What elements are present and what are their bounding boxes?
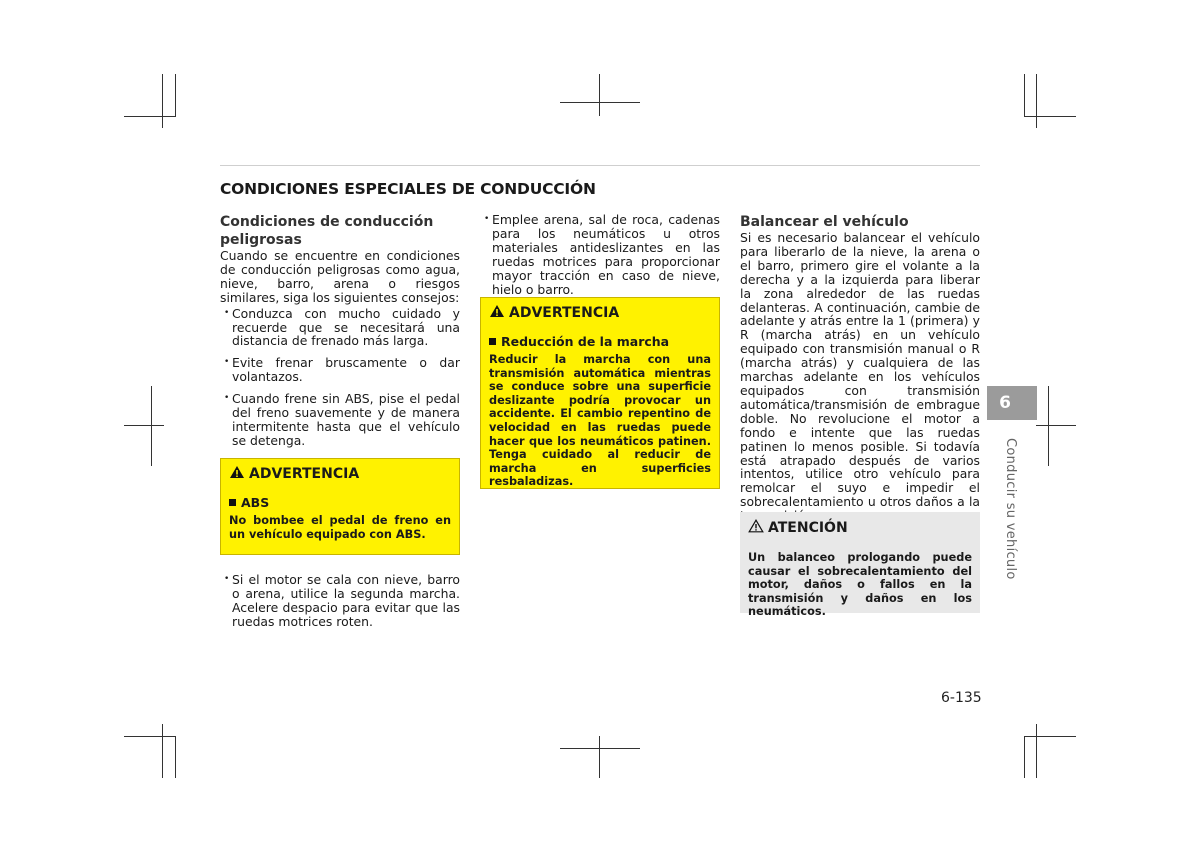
- list-item: • Si el motor se cala con nieve, barro o arena, utilice la segunda marcha. Acelere despacio para evitar que las ruedas motrices roten.: [220, 573, 460, 629]
- list-item: • Evite frenar bruscamente o dar volantazos.: [220, 356, 460, 384]
- square-bullet-icon: [229, 499, 236, 506]
- warning-subtitle: ABS: [241, 495, 270, 510]
- tips-list-continued: [220, 573, 460, 629]
- page-title: CONDICIONES ESPECIALES DE CONDUCCIÓN: [220, 180, 596, 198]
- warning-subtitle-row: [229, 495, 451, 510]
- tips-list: [220, 307, 460, 448]
- caution-header: [748, 519, 972, 537]
- square-bullet-icon: [489, 338, 496, 345]
- warning-title: ADVERTENCIA: [509, 305, 620, 321]
- warning-box-abs: [220, 458, 460, 555]
- warning-triangle-icon: [229, 465, 245, 483]
- warning-triangle-icon: [489, 304, 505, 322]
- left-column-continued: [220, 571, 460, 637]
- warning-header: [489, 304, 711, 322]
- warning-header: [229, 465, 451, 483]
- warning-title: ADVERTENCIA: [249, 466, 360, 482]
- caution-text: Un balanceo prologando puede causar el sobrecalentamiento del motor, daños o fallos en la transmisión y daños en los neumáticos.: [748, 551, 972, 619]
- caution-box: [740, 512, 980, 619]
- intro-paragraph: Cuando se encuentre en condiciones de conducción peligrosas como agua, nieve, barro, arena o riesgos similares, siga los siguientes consejos:: [220, 248, 460, 305]
- right-column: [740, 213, 980, 523]
- list-item: • Emplee arena, sal de roca, cadenas para los neumáticos u otros materiales antideslizantes en las ruedas motrices para proporcionar mayor tracción en caso de nieve, hielo o barro.: [480, 213, 720, 296]
- warning-subtitle-row: [489, 334, 711, 349]
- chapter-title: Conducir su vehículo: [1003, 438, 1018, 580]
- warning-text: Reducir la marcha con una transmisión automática mientras se conduce sobre una superficie deslizante podría provocar un accidente. El cambio repentino de velocidad en las ruedas puede hacer que los neumáticos patinen. Tenga cuidado al reducir de marcha en superficies resbaladizas.: [489, 353, 711, 489]
- rocking-paragraph: Si es necesario balancear el vehículo para liberarlo de la nieve, la arena o el barro, primero gire el volante a la derecha y a la izquierda para liberar la zona alrededor de las ruedas delanteras. A continuación, cambie de adelante y atrás entre la 1 (primera) y R (marcha atrás) en un vehículo equipado con transmisión manual o R (marcha atrás) y cualquiera de las marchas adelante en los vehículos equipados con transmisión automática/transmisión de embrague doble. No revolucione el motor a fondo e intente que las ruedas patinen lo menos posible. Si todavía está atrapado después de varios intentos, utilice otro vehículo para remolcar el suyo e impedir el sobrecalentamiento u otros daños a la: [740, 230, 980, 510]
- warning-box-downshift: [480, 297, 720, 489]
- section-heading: Balancear el vehículo: [740, 214, 909, 230]
- warning-text: No bombee el pedal de freno en un vehículo equipado con ABS.: [229, 514, 451, 541]
- caution-title: ATENCIÓN: [768, 520, 848, 536]
- header-rule: [220, 165, 980, 166]
- tips-list-middle: [480, 213, 720, 296]
- page-number: 6-135: [941, 690, 982, 706]
- list-item: • Conduzca con mucho cuidado y recuerde que se necesitará una distancia de frenado más larga.: [220, 307, 460, 349]
- middle-column: [480, 211, 720, 304]
- warning-subtitle: Reducción de la marcha: [501, 334, 670, 349]
- list-item: • Cuando frene sin ABS, pise el pedal del freno suavemente y de manera intermitente hasta que el vehículo se detenga.: [220, 392, 460, 448]
- caution-triangle-icon: [748, 519, 764, 537]
- section-heading: Condiciones de conducción peligrosas: [220, 214, 434, 248]
- left-column: [220, 213, 460, 456]
- chapter-tab: 6: [987, 386, 1037, 420]
